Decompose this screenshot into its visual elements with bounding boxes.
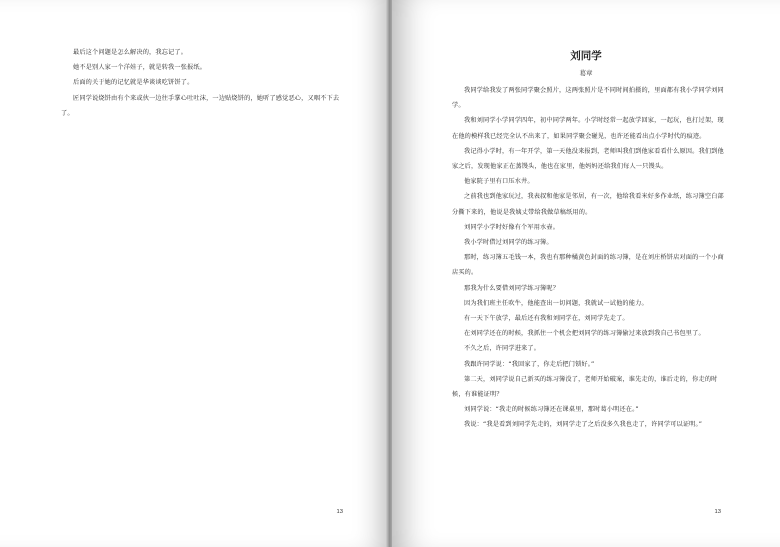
paragraph: 我说：“我是看到刘同学先走的，刘同学走了之后没多久我也走了，许同学可以证明。” [464,421,703,429]
paragraph: 匠同学说烧饼由有个来或伙一边往手掌心吐吐沫，一边贴烧饼的，她听了感觉恶心，又咽不下去了。 [61,94,340,117]
paragraph: 他家院子里有口压水井。 [464,178,534,186]
paragraph: 我和刘同学小学同学四年，初中同学两年。小学时经常一起放学回家，一起玩，也打过架，现在他的模样我已经完全认不出来了，如果同学聚会碰见，也许还能看出点小学时代的痕迹。 [452,117,724,140]
author-name: 葛章 [579,69,593,77]
chapter-title: 刘同学 [570,50,602,62]
paragraph: 最后这个问题是怎么解决的，我忘记了。 [73,49,188,56]
paragraph: 在刘同学还在的时候，我抓住一个机会把刘同学的练习簿偷过来放到我自己书包里了。 [464,330,705,338]
paragraph: 我跟许同学说：“我回家了，你走后把门锁好。” [464,360,595,368]
paragraph: 我记得小学时，有一年开学，第一天他没来报到，老师叫我们到他家看看什么原因。我们到他家之后，发现他家正在蒸馒头，他也在家里，他妈妈还给我们每人一只馒头。 [452,147,724,171]
page-number: 13 [714,509,721,515]
page-number: 13 [336,509,343,515]
paragraph: 第二天，刘同学说自己新买的练习簿没了，老师开始破案，谁先走的，谁后走的，你走的时候，有谁能证明？ [452,375,718,399]
left-page [0,0,388,547]
paragraph: 我同学给我发了两张同学聚会照片，这两张照片是不同时间拍摄的，里面都有我小学同学刘同学。 [452,87,724,110]
right-page [392,0,780,547]
paragraph: 刘同学小学时好像有个军用水壶。 [464,223,560,231]
paragraph: 后面的关于她的记忆就是华谈谈吃饼饼了。 [73,79,194,87]
right-page-body [452,83,730,433]
left-page-body [61,45,343,121]
paragraph: 有一天下午放学，最后还有我和刘同学在，刘同学先走了。 [464,315,629,323]
paragraph: 那时，练习簿五毛钱一本，我也有那种橘黄色封面的练习簿，是在刘庄桥饼店对面的一个小商店买的。 [452,254,724,277]
paragraph: 她不是别人家一个洋娃子，就是转我一张报纸。 [73,64,207,72]
paragraph: 之前我也到他家玩过，我表叔和他家是邻居，有一次，他给我看米好多作业纸，练习簿空白部分撕下来的，他说是我姨丈带给我做草稿纸用的。 [452,193,724,216]
paragraph: 我小学时借过刘同学的练习簿。 [464,239,553,247]
paragraph: 那我为什么要借刘同学练习簿呢？ [464,284,560,292]
paragraph: 不久之后，许同学进来了。 [464,345,541,353]
paragraph: 因为我们班主任吹牛，他能查出一切问题，我就试一试他的能力。 [464,299,648,307]
paragraph: 刘同学说：“我走的时候练习簿还在课桌里，那时葛小明还在。” [464,406,639,414]
